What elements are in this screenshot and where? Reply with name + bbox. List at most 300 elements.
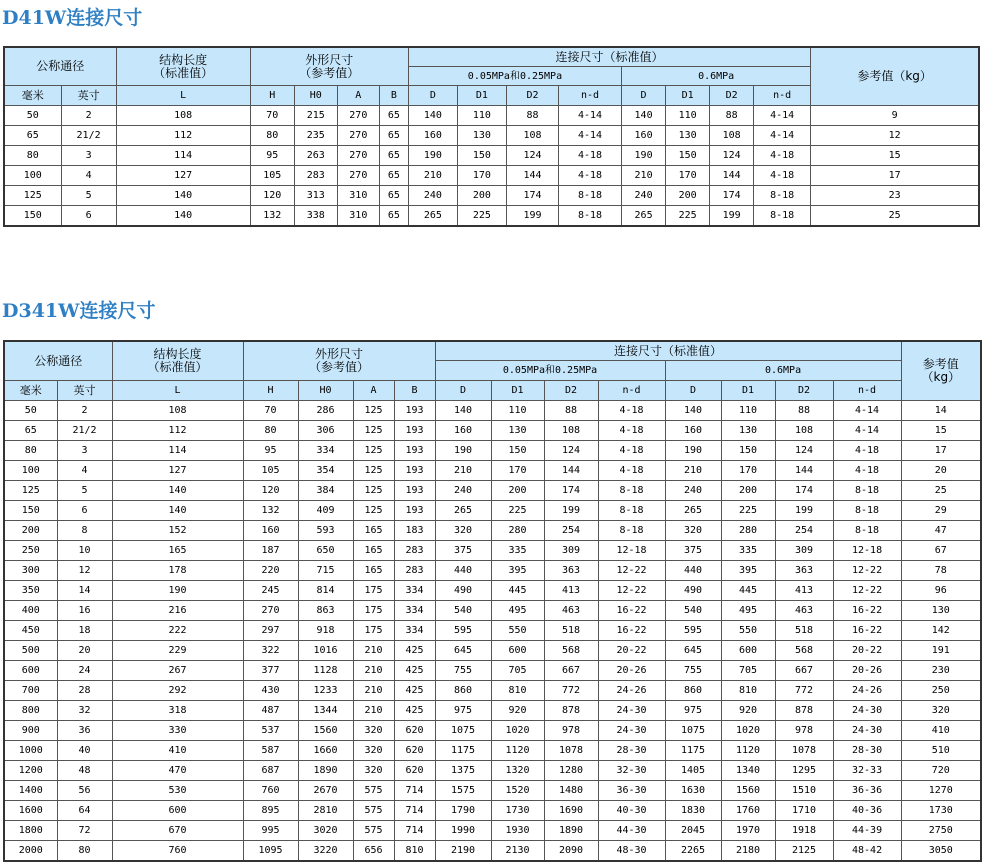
pressure-low-header: 0.05MPa和0.25MPa [408,67,621,86]
table-cell: 36-30 [598,781,665,801]
table-cell: 210 [622,166,666,186]
table-cell: 65 [379,146,408,166]
table-cell: 1520 [491,781,544,801]
table-row [4,681,981,701]
table-row [4,126,979,146]
table-cell: 15 [901,421,981,441]
table-cell: 150 [457,146,506,166]
table-cell: 715 [298,561,353,581]
table-cell: 2190 [435,841,491,862]
table-cell: 575 [353,821,394,841]
table-cell: 445 [491,581,544,601]
table-cell: 430 [243,681,298,701]
table-cell: 14 [901,401,981,421]
table-cell: 920 [491,701,544,721]
table-cell: 16-22 [598,601,665,621]
table-cell: 270 [337,126,379,146]
table-cell: 265 [435,501,491,521]
table-cell: 210 [353,661,394,681]
table-cell: 410 [901,721,981,741]
table-cell: 21/2 [57,421,112,441]
table-cell: 700 [4,681,57,701]
table-cell: 425 [394,681,435,701]
table-row [4,581,981,601]
table-cell: 1918 [775,821,833,841]
table-cell: 568 [544,641,598,661]
table-cell: 36 [57,721,112,741]
table-cell: 4-18 [754,146,811,166]
table-cell: 240 [435,481,491,501]
d41w-table-body [4,106,979,227]
table-cell: 20 [57,641,112,661]
table-cell: 28 [57,681,112,701]
table-cell: 210 [435,461,491,481]
table-cell: 8-18 [833,501,901,521]
table-row [4,481,981,501]
table-cell: 1710 [775,801,833,821]
table-cell: 487 [243,701,298,721]
table-cell: 124 [710,146,754,166]
table-cell: 450 [4,621,57,641]
table-cell: 1200 [4,761,57,781]
table-cell: 1575 [435,781,491,801]
table-cell: 40-36 [833,801,901,821]
table-row [4,721,981,741]
table-cell: 1075 [435,721,491,741]
table-cell: 714 [394,801,435,821]
d-header: D [408,86,457,106]
table-cell: 463 [775,601,833,621]
table-cell: 174 [775,481,833,501]
table-cell: 8-18 [833,521,901,541]
b-header: B [379,86,408,106]
table-cell: 132 [243,501,298,521]
table-cell: 200 [666,186,710,206]
table-cell: 174 [710,186,754,206]
table-cell: 108 [112,401,243,421]
d1-header: D1 [666,86,710,106]
table-cell: 1890 [298,761,353,781]
table-cell: 1560 [721,781,775,801]
table-row [4,186,979,206]
table-cell: 70 [250,106,294,126]
table-cell: 5 [57,481,112,501]
table-cell: 410 [112,741,243,761]
table-cell: 265 [665,501,721,521]
table-cell: 23 [811,186,979,206]
table-cell: 80 [4,441,57,461]
table-cell: 600 [4,661,57,681]
h-header: H [250,86,294,106]
table-cell: 124 [506,146,558,166]
table-cell: 17 [811,166,979,186]
table-cell: 363 [775,561,833,581]
table-cell: 600 [112,801,243,821]
table-cell: 108 [116,106,250,126]
table-cell: 895 [243,801,298,821]
table-cell: 384 [298,481,353,501]
table-cell: 550 [721,621,775,641]
table-cell: 78 [901,561,981,581]
table-cell: 56 [57,781,112,801]
table-cell: 1280 [544,761,598,781]
table-cell: 760 [112,841,243,862]
outline-dimension-header: 外形尺寸 （参考值） [243,341,435,381]
table-cell: 254 [544,521,598,541]
table-cell: 112 [112,421,243,441]
table-cell: 600 [491,641,544,661]
table-cell: 270 [337,166,379,186]
table-cell: 322 [243,641,298,661]
table-row [4,106,979,126]
table-cell: 8-18 [598,481,665,501]
table-cell: 210 [353,641,394,661]
d1-header: D1 [491,381,544,401]
table-cell: 150 [666,146,710,166]
nd-header: n-d [754,86,811,106]
table-cell: 1375 [435,761,491,781]
table-cell: 270 [337,146,379,166]
table-cell: 4-18 [833,441,901,461]
table-cell: 80 [243,421,298,441]
table-cell: 1600 [4,801,57,821]
inch-header: 英寸 [57,381,112,401]
table-cell: 230 [901,661,981,681]
table-cell: 140 [622,106,666,126]
table-cell: 17 [901,441,981,461]
table-cell: 860 [665,681,721,701]
table-cell: 280 [491,521,544,541]
table-cell: 88 [710,106,754,126]
l-header: L [116,86,250,106]
table-cell: 8 [57,521,112,541]
table-cell: 25 [811,206,979,227]
table-cell: 8-18 [598,521,665,541]
table-cell: 160 [243,521,298,541]
table-cell: 863 [298,601,353,621]
table-cell: 125 [4,186,61,206]
table-cell: 250 [901,681,981,701]
table-cell: 12 [57,561,112,581]
header-row-1 [4,341,981,361]
d-header: D [665,381,721,401]
table-cell: 650 [298,541,353,561]
table-cell: 210 [353,681,394,701]
table-cell: 490 [665,581,721,601]
table-cell: 65 [379,106,408,126]
table-cell: 309 [775,541,833,561]
table-cell: 540 [665,601,721,621]
table-cell: 114 [116,146,250,166]
table-cell: 755 [665,661,721,681]
table-cell: 425 [394,641,435,661]
table-cell: 363 [544,561,598,581]
table-cell: 125 [353,441,394,461]
table-cell: 1020 [491,721,544,741]
table-cell: 65 [4,126,61,146]
table-cell: 670 [112,821,243,841]
table-cell: 440 [665,561,721,581]
table-cell: 1990 [435,821,491,841]
table-cell: 190 [435,441,491,461]
table-cell: 810 [721,681,775,701]
table-cell: 4-14 [833,401,901,421]
table-cell: 495 [721,601,775,621]
table-cell: 50 [4,106,61,126]
table-row [4,541,981,561]
table-cell: 425 [394,701,435,721]
table-cell: 5 [61,186,116,206]
table-cell: 95 [243,441,298,461]
table-cell: 20-26 [598,661,665,681]
table-cell: 152 [112,521,243,541]
table-cell: 16-22 [833,601,901,621]
table-cell: 4-18 [833,461,901,481]
table-cell: 334 [394,601,435,621]
table-cell: 1340 [721,761,775,781]
table-cell: 170 [721,461,775,481]
table-cell: 144 [775,461,833,481]
table-cell: 150 [4,206,61,227]
table-cell: 47 [901,521,981,541]
table-cell: 12-22 [598,561,665,581]
table-cell: 193 [394,461,435,481]
table-cell: 334 [394,581,435,601]
b-header: B [394,381,435,401]
table-cell: 65 [4,421,57,441]
table-cell: 320 [665,521,721,541]
table-cell: 550 [491,621,544,641]
table-cell: 4-18 [754,166,811,186]
table-cell: 142 [901,621,981,641]
header-row-1 [4,47,979,67]
table-cell: 4-14 [559,106,622,126]
table-cell: 193 [394,481,435,501]
table-cell: 878 [775,701,833,721]
table-cell: 120 [243,481,298,501]
table-cell: 8-18 [754,186,811,206]
table-cell: 15 [811,146,979,166]
table-cell: 114 [112,441,243,461]
nominal-diameter-header: 公称通径 [4,47,116,86]
table-row [4,761,981,781]
table-cell: 1000 [4,741,57,761]
table-cell: 132 [250,206,294,227]
table-cell: 215 [294,106,337,126]
connection-dimension-header: 连接尺寸（标准值） [408,47,810,67]
table-cell: 1175 [435,741,491,761]
table-row [4,501,981,521]
table-cell: 12-22 [833,561,901,581]
table-cell: 510 [901,741,981,761]
table-cell: 210 [408,166,457,186]
table-cell: 112 [116,126,250,146]
table-cell: 20-26 [833,661,901,681]
table-cell: 140 [435,401,491,421]
table-cell: 165 [112,541,243,561]
table-row [4,441,981,461]
table-cell: 310 [337,186,379,206]
table-cell: 72 [57,821,112,841]
table-cell: 29 [901,501,981,521]
table-cell: 150 [721,441,775,461]
table-cell: 395 [491,561,544,581]
table-cell: 254 [775,521,833,541]
table-cell: 144 [506,166,558,186]
table-cell: 170 [491,461,544,481]
table-cell: 88 [775,401,833,421]
table-cell: 193 [394,401,435,421]
table-cell: 24 [57,661,112,681]
table-cell: 4 [61,166,116,186]
table-cell: 20-22 [598,641,665,661]
table-cell: 165 [353,561,394,581]
table-cell: 199 [544,501,598,521]
table-cell: 409 [298,501,353,521]
reference-weight-header: 参考值 （kg） [901,341,981,401]
table-cell: 377 [243,661,298,681]
table-cell: 1320 [491,761,544,781]
table-cell: 8-18 [559,186,622,206]
table-cell: 8-18 [559,206,622,227]
table-cell: 283 [294,166,337,186]
table-cell: 645 [665,641,721,661]
table-cell: 48-42 [833,841,901,862]
table-cell: 40 [57,741,112,761]
d341w-table-body [4,401,981,862]
table-cell: 24-30 [598,721,665,741]
mm-header: 毫米 [4,86,61,106]
table-cell: 810 [491,681,544,701]
table-cell: 144 [710,166,754,186]
table-cell: 124 [544,441,598,461]
table-cell: 225 [491,501,544,521]
table-cell: 124 [775,441,833,461]
table-cell: 1078 [544,741,598,761]
h0-header: H0 [294,86,337,106]
table-cell: 127 [112,461,243,481]
d41w-dimension-table [3,46,980,227]
table-cell: 270 [337,106,379,126]
table-cell: 1630 [665,781,721,801]
table-cell: 8-18 [598,501,665,521]
table-cell: 687 [243,761,298,781]
table-cell: 265 [622,206,666,227]
nd-header: n-d [598,381,665,401]
table-cell: 12-22 [598,581,665,601]
table-cell: 4-18 [598,401,665,421]
table-cell: 25 [901,481,981,501]
table-cell: 130 [901,601,981,621]
table-cell: 140 [408,106,457,126]
table-cell: 1760 [721,801,775,821]
table-cell: 108 [710,126,754,146]
table-cell: 12-18 [833,541,901,561]
table-cell: 174 [506,186,558,206]
table-cell: 667 [544,661,598,681]
mm-header: 毫米 [4,381,57,401]
table-cell: 1175 [665,741,721,761]
table-cell: 100 [4,461,57,481]
table-cell: 190 [112,581,243,601]
table-cell: 144 [544,461,598,481]
table-cell: 150 [491,441,544,461]
table-cell: 1970 [721,821,775,841]
table-cell: 125 [353,421,394,441]
table-cell: 313 [294,186,337,206]
table-cell: 318 [112,701,243,721]
table-cell: 620 [394,721,435,741]
table-cell: 193 [394,441,435,461]
table-row [4,741,981,761]
table-cell: 2750 [901,821,981,841]
table-cell: 127 [116,166,250,186]
table-cell: 920 [721,701,775,721]
table-cell: 32 [57,701,112,721]
table-cell: 120 [250,186,294,206]
section-title-d341w: D341W连接尺寸 [2,300,156,322]
table-cell: 292 [112,681,243,701]
table-cell: 65 [379,186,408,206]
table-cell: 320 [901,701,981,721]
table-cell: 620 [394,741,435,761]
table-cell: 320 [353,741,394,761]
table-cell: 518 [544,621,598,641]
table-cell: 283 [394,541,435,561]
table-cell: 445 [721,581,775,601]
table-cell: 199 [775,501,833,521]
table-cell: 200 [491,481,544,501]
table-cell: 140 [112,481,243,501]
table-cell: 200 [457,186,506,206]
table-cell: 2090 [544,841,598,862]
table-cell: 1930 [491,821,544,841]
d2-header: D2 [544,381,598,401]
table-cell: 4-18 [598,421,665,441]
h-header: H [243,381,298,401]
table-cell: 160 [622,126,666,146]
table-cell: 191 [901,641,981,661]
table-cell: 125 [353,401,394,421]
table-cell: 354 [298,461,353,481]
table-cell: 537 [243,721,298,741]
d-header: D [622,86,666,106]
table-cell: 3 [57,441,112,461]
table-cell: 108 [506,126,558,146]
table-cell: 240 [622,186,666,206]
table-cell: 64 [57,801,112,821]
table-cell: 130 [721,421,775,441]
table-cell: 330 [112,721,243,741]
table-cell: 125 [353,501,394,521]
table-cell: 1690 [544,801,598,821]
table-cell: 400 [4,601,57,621]
table-cell: 810 [394,841,435,862]
table-cell: 860 [435,681,491,701]
table-cell: 335 [491,541,544,561]
table-cell: 20-22 [833,641,901,661]
table-cell: 240 [408,186,457,206]
table-cell: 225 [666,206,710,227]
table-cell: 105 [243,461,298,481]
table-cell: 2265 [665,841,721,862]
table-cell: 165 [353,521,394,541]
table-cell: 1095 [243,841,298,862]
d-header: D [435,381,491,401]
table-cell: 714 [394,821,435,841]
section-title-d41w: D41W连接尺寸 [2,7,143,29]
table-cell: 297 [243,621,298,641]
